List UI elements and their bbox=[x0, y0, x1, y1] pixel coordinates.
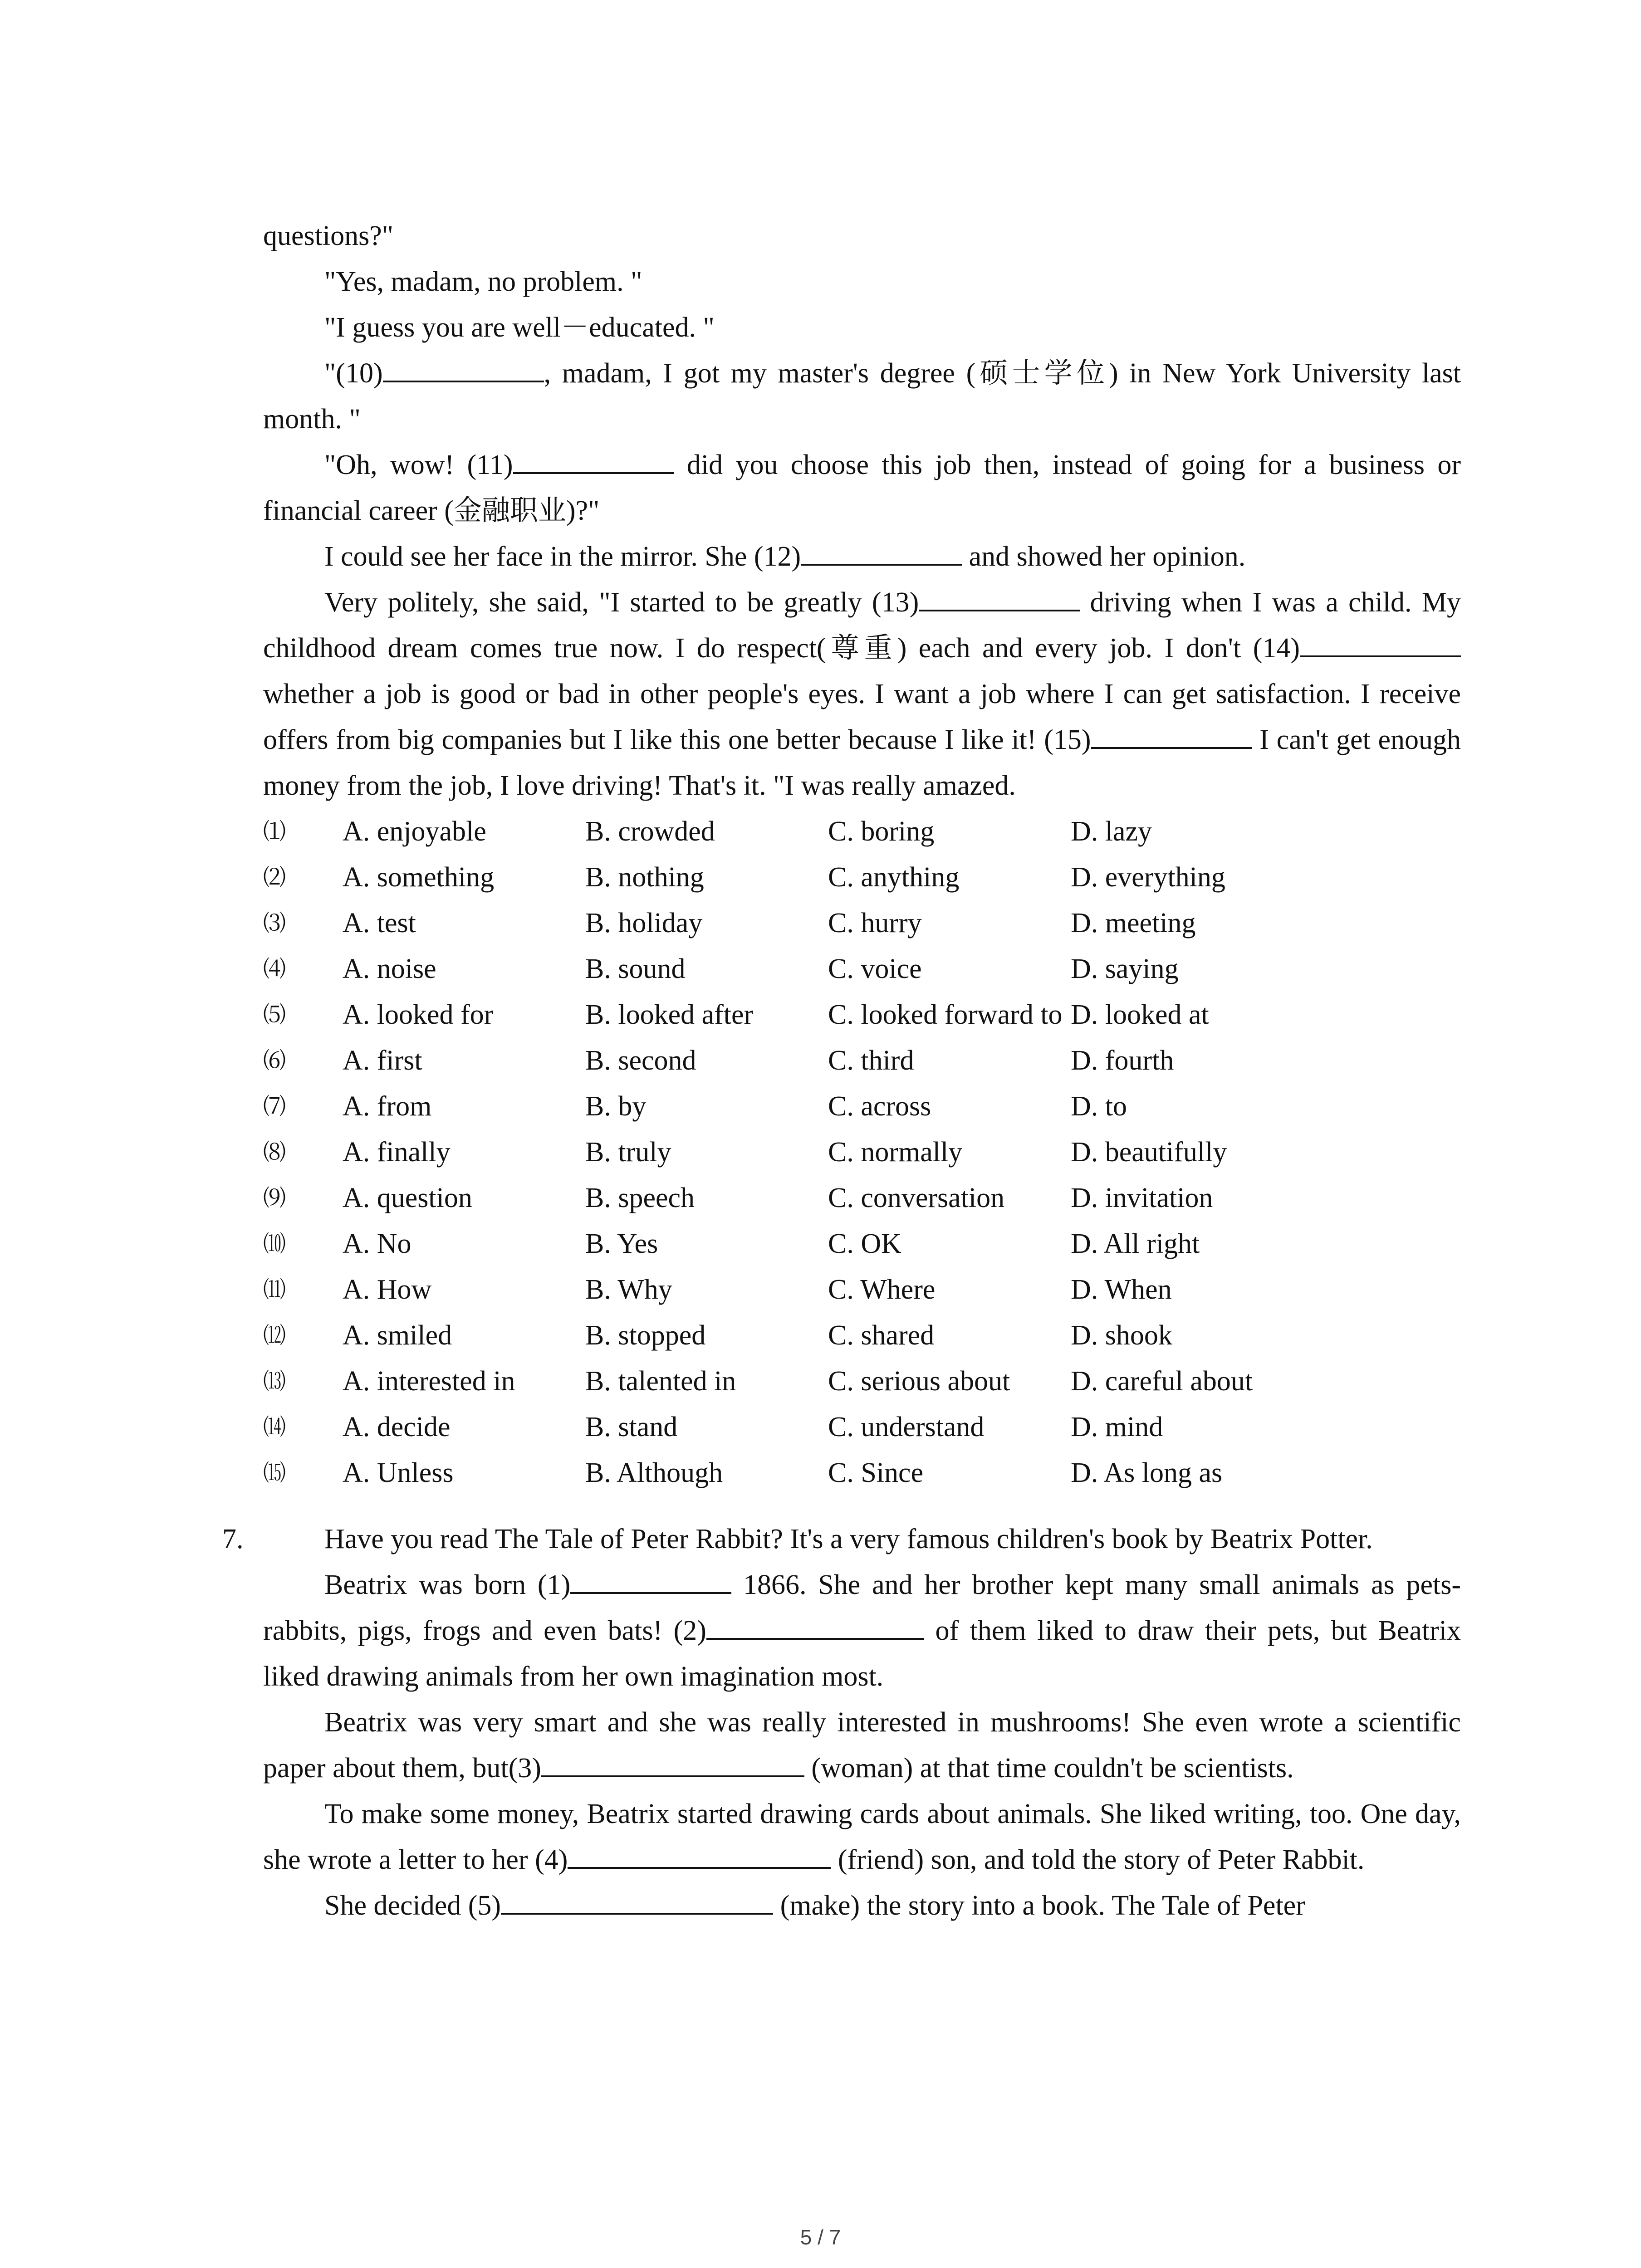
option-d[interactable]: D. When bbox=[1071, 1274, 1172, 1305]
passage-paragraph bbox=[263, 1883, 1461, 1929]
option-a[interactable]: A. No bbox=[343, 1228, 411, 1259]
passage-line: "I guess you are well－educated. " bbox=[324, 312, 715, 343]
passage-paragraph bbox=[263, 1791, 1461, 1883]
answer-blank[interactable] bbox=[513, 442, 674, 474]
option-b[interactable]: B. holiday bbox=[585, 908, 703, 938]
passage-text: She decided (5) bbox=[324, 1890, 501, 1921]
passage-paragraph bbox=[263, 1562, 1461, 1700]
passage-text: driving when I was a child. My childhood dream comes true now. I do respect(尊重) each and every job. I don't (14) bbox=[263, 587, 1461, 664]
option-number: ⑻ bbox=[263, 1139, 286, 1165]
option-row bbox=[263, 1038, 1461, 1084]
passage-paragraph bbox=[263, 534, 1461, 580]
option-row bbox=[263, 1221, 1461, 1267]
passage-paragraph bbox=[263, 442, 1461, 534]
passage-text: of them liked to draw their pets, but Beatrix liked drawing animals from her own imagination most. bbox=[263, 1615, 1461, 1692]
passage-paragraph bbox=[263, 351, 1461, 442]
passage-paragraph bbox=[263, 1700, 1461, 1791]
passage-text: To make some money, Beatrix started drawing cards about animals. She liked writing, too. One day, she wrote a letter to her (4) bbox=[263, 1799, 1461, 1875]
answer-blank[interactable] bbox=[568, 1837, 831, 1869]
page-number: 5 / 7 bbox=[800, 2225, 841, 2249]
passage-text: (make) the story into a book. The Tale of Peter bbox=[773, 1890, 1305, 1921]
option-a[interactable]: A. How bbox=[343, 1274, 432, 1305]
option-c[interactable]: C. third bbox=[828, 1045, 914, 1076]
option-c[interactable]: C. Where bbox=[828, 1274, 936, 1305]
option-b[interactable]: B. Although bbox=[585, 1457, 723, 1488]
passage-text: Very politely, she said, "I started to be greatly (13) bbox=[324, 587, 919, 618]
passage-text: whether a job is good or bad in other people's eyes. I want a job where I can get satisfaction. I receive offers from big companies but I like this one better because I like it! (15) bbox=[263, 679, 1461, 755]
answer-blank[interactable] bbox=[383, 351, 544, 382]
option-b[interactable]: B. crowded bbox=[585, 816, 715, 847]
option-a[interactable]: A. noise bbox=[343, 953, 436, 984]
option-b[interactable]: B. truly bbox=[585, 1137, 671, 1168]
option-row bbox=[263, 1175, 1461, 1221]
option-number: ⑸ bbox=[263, 1002, 286, 1027]
option-d[interactable]: D. mind bbox=[1071, 1412, 1163, 1442]
option-row bbox=[263, 900, 1461, 946]
option-d[interactable]: D. invitation bbox=[1071, 1183, 1213, 1213]
option-a[interactable]: A. question bbox=[343, 1183, 472, 1213]
passage-paragraph bbox=[263, 580, 1461, 809]
option-row bbox=[263, 992, 1461, 1038]
question-number: 7. bbox=[222, 1524, 244, 1554]
option-number: ⑷ bbox=[263, 956, 286, 982]
option-d[interactable]: D. fourth bbox=[1071, 1045, 1174, 1076]
answer-blank[interactable] bbox=[501, 1883, 773, 1915]
passage-text: 1866. She and her brother kept many small animals as pets-rabbits, pigs, frogs and even bats! (2) bbox=[263, 1569, 1461, 1646]
option-c[interactable]: C. hurry bbox=[828, 908, 922, 938]
option-d[interactable]: D. All right bbox=[1071, 1228, 1200, 1259]
passage-text: "Oh, wow! (11) bbox=[324, 450, 513, 480]
option-number: ⑹ bbox=[263, 1048, 286, 1073]
option-d[interactable]: D. everything bbox=[1071, 862, 1225, 893]
option-a[interactable]: A. enjoyable bbox=[343, 816, 486, 847]
answer-blank[interactable] bbox=[1091, 717, 1252, 749]
option-row bbox=[263, 1450, 1461, 1496]
passage-line: "Yes, madam, no problem. " bbox=[324, 266, 642, 297]
answer-blank[interactable] bbox=[919, 580, 1080, 611]
answer-blank[interactable] bbox=[1300, 626, 1461, 657]
option-b[interactable]: B. stand bbox=[585, 1412, 678, 1442]
option-c[interactable]: C. Since bbox=[828, 1457, 924, 1488]
passage-text: I can't get enough money from the job, I love driving! That's it. "I was really amazed. bbox=[263, 724, 1461, 801]
question-7 bbox=[222, 1516, 1461, 1929]
option-number: ⒁ bbox=[263, 1414, 286, 1440]
option-d[interactable]: D. to bbox=[1071, 1091, 1127, 1122]
option-number: ⒂ bbox=[263, 1460, 286, 1486]
option-row bbox=[263, 809, 1461, 855]
option-c[interactable]: C. voice bbox=[828, 953, 922, 984]
page-content bbox=[222, 213, 1461, 1929]
option-row bbox=[263, 1084, 1461, 1129]
option-row bbox=[263, 855, 1461, 900]
option-c[interactable]: C. normally bbox=[828, 1137, 963, 1168]
option-b[interactable]: B. Why bbox=[585, 1274, 672, 1305]
option-row bbox=[263, 1313, 1461, 1359]
option-number: ⑺ bbox=[263, 1094, 286, 1119]
option-a[interactable]: A. something bbox=[343, 862, 495, 893]
passage-text: (woman) at that time couldn't be scientists. bbox=[804, 1753, 1294, 1784]
passage-paragraph: Have you read The Tale of Peter Rabbit? It's a very famous children's book by Beatrix Potter. bbox=[324, 1524, 1373, 1554]
option-b[interactable]: B. sound bbox=[585, 953, 686, 984]
option-a[interactable]: A. from bbox=[343, 1091, 432, 1122]
option-d[interactable]: D. lazy bbox=[1071, 816, 1152, 847]
passage-text: and showed her opinion. bbox=[962, 541, 1246, 572]
passage-text: , madam, I got my master's degree (硕士学位) in New York University last month. " bbox=[263, 358, 1461, 435]
option-number: ⑾ bbox=[263, 1277, 286, 1302]
option-b[interactable]: B. by bbox=[585, 1091, 647, 1122]
option-row bbox=[263, 1267, 1461, 1313]
option-number: ⑽ bbox=[263, 1231, 286, 1256]
option-d[interactable]: D. As long as bbox=[1071, 1457, 1223, 1488]
option-a[interactable]: A. Unless bbox=[343, 1457, 454, 1488]
option-a[interactable]: A. interested in bbox=[343, 1366, 515, 1397]
passage-text: I could see her face in the mirror. She (12) bbox=[324, 541, 801, 572]
option-number: ⑶ bbox=[263, 910, 286, 936]
option-b[interactable]: B. Yes bbox=[585, 1228, 658, 1259]
option-a[interactable]: A. looked for bbox=[343, 999, 494, 1030]
option-b[interactable]: B. talented in bbox=[585, 1366, 736, 1397]
answer-blank[interactable] bbox=[541, 1745, 804, 1777]
option-c[interactable]: C. conversation bbox=[828, 1183, 1005, 1213]
option-number: ⑿ bbox=[263, 1323, 286, 1348]
option-b[interactable]: B. looked after bbox=[585, 999, 754, 1030]
passage-text: did you choose this job then, instead of going for a business or financial career (金融职业)?" bbox=[263, 450, 1461, 526]
option-b[interactable]: B. nothing bbox=[585, 862, 704, 893]
option-d[interactable]: D. shook bbox=[1071, 1320, 1172, 1351]
passage-text: Beatrix was very smart and she was really interested in mushrooms! She even wrote a scientific paper about them, but(3) bbox=[263, 1707, 1461, 1784]
option-a[interactable]: A. decide bbox=[343, 1412, 451, 1442]
option-number: ⑴ bbox=[263, 819, 286, 844]
option-a[interactable]: A. smiled bbox=[343, 1320, 452, 1351]
passage-line: questions?" bbox=[263, 220, 394, 251]
option-a[interactable]: A. first bbox=[343, 1045, 422, 1076]
option-row bbox=[263, 1129, 1461, 1175]
option-row bbox=[263, 1359, 1461, 1404]
option-number: ⑼ bbox=[263, 1185, 286, 1211]
option-number: ⑵ bbox=[263, 865, 286, 890]
answer-blank[interactable] bbox=[570, 1562, 731, 1594]
option-row bbox=[263, 1404, 1461, 1450]
option-d[interactable]: D. meeting bbox=[1071, 908, 1196, 938]
option-number: ⒀ bbox=[263, 1369, 286, 1394]
option-d[interactable]: D. looked at bbox=[1071, 999, 1209, 1030]
option-c[interactable]: C. boring bbox=[828, 816, 935, 847]
answer-blank[interactable] bbox=[801, 534, 962, 566]
option-d[interactable]: D. saying bbox=[1071, 953, 1179, 984]
option-c[interactable]: C. serious about bbox=[828, 1366, 1010, 1397]
option-c[interactable]: C. shared bbox=[828, 1320, 935, 1351]
option-c[interactable]: C. looked forward to bbox=[828, 999, 1063, 1030]
options-table bbox=[263, 809, 1461, 1496]
option-d[interactable]: D. beautifully bbox=[1071, 1137, 1227, 1168]
answer-blank[interactable] bbox=[706, 1608, 924, 1640]
passage-text: (friend) son, and told the story of Peter Rabbit. bbox=[831, 1844, 1365, 1875]
option-b[interactable]: B. stopped bbox=[585, 1320, 706, 1351]
option-b[interactable]: B. second bbox=[585, 1045, 696, 1076]
option-c[interactable]: C. anything bbox=[828, 862, 960, 893]
option-a[interactable]: A. test bbox=[343, 908, 416, 938]
passage-text: Beatrix was born (1) bbox=[324, 1569, 571, 1600]
passage-text: "(10) bbox=[324, 358, 383, 389]
option-c[interactable]: C. understand bbox=[828, 1412, 985, 1442]
option-c[interactable]: C. across bbox=[828, 1091, 931, 1122]
option-b[interactable]: B. speech bbox=[585, 1183, 695, 1213]
option-a[interactable]: A. finally bbox=[343, 1137, 451, 1168]
option-c[interactable]: C. OK bbox=[828, 1228, 901, 1259]
option-row bbox=[263, 946, 1461, 992]
option-d[interactable]: D. careful about bbox=[1071, 1366, 1253, 1397]
